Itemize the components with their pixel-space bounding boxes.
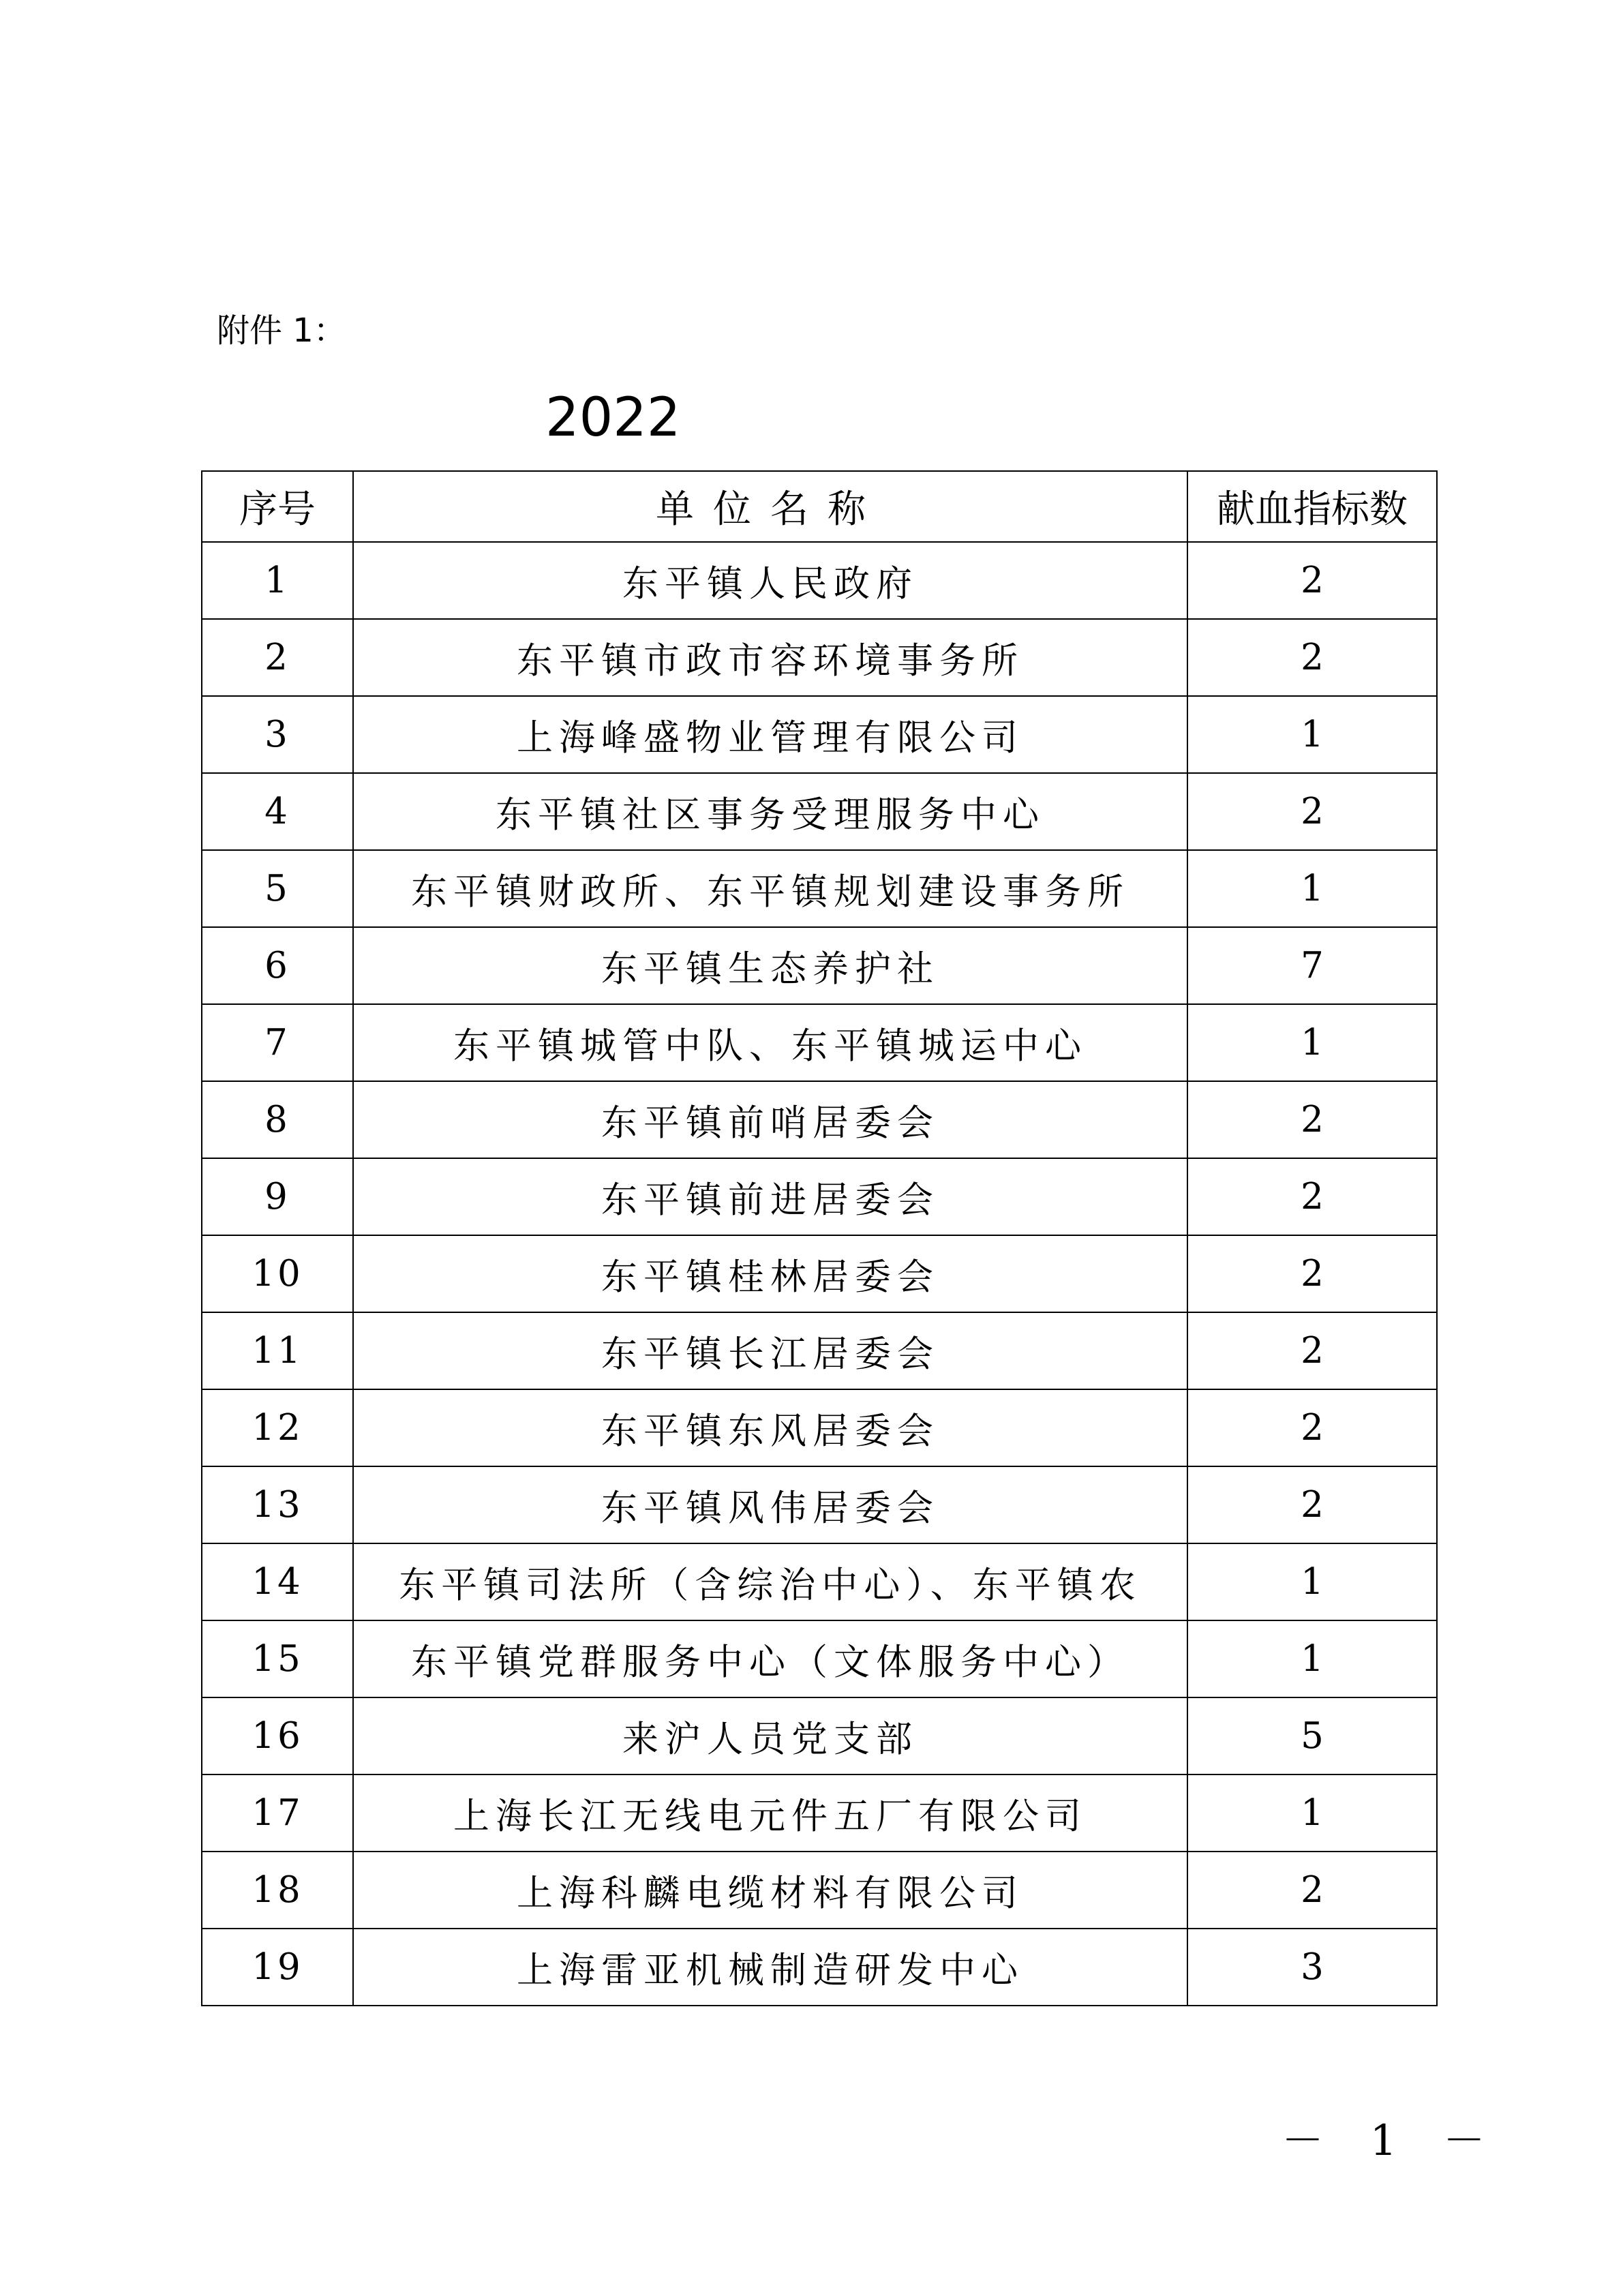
header-unit-name: 单位名称 bbox=[353, 471, 1187, 542]
document-title: 2022 bbox=[545, 387, 681, 449]
row-unit-name: 东平镇财政所、东平镇规划建设事务所 bbox=[353, 850, 1187, 927]
row-unit-name: 东平镇生态养护社 bbox=[353, 927, 1187, 1004]
row-quota: 5 bbox=[1187, 1697, 1437, 1774]
row-quota: 1 bbox=[1187, 1620, 1437, 1697]
table-row bbox=[202, 1081, 1437, 1158]
table-row bbox=[202, 1158, 1437, 1235]
table-row bbox=[202, 773, 1437, 850]
row-unit-name: 来沪人员党支部 bbox=[353, 1697, 1187, 1774]
table-row bbox=[202, 1620, 1437, 1697]
row-seq: 19 bbox=[202, 1929, 353, 2006]
table-row bbox=[202, 850, 1437, 927]
row-seq: 1 bbox=[202, 542, 353, 619]
row-unit-name: 东平镇东风居委会 bbox=[353, 1389, 1187, 1466]
row-seq: 12 bbox=[202, 1389, 353, 1466]
row-seq: 5 bbox=[202, 850, 353, 927]
row-quota: 3 bbox=[1187, 1929, 1437, 2006]
attachment-label: 附件 1： bbox=[217, 312, 346, 350]
row-quota: 1 bbox=[1187, 1774, 1437, 1852]
row-seq: 7 bbox=[202, 1004, 353, 1081]
blood-donation-quota-table bbox=[201, 470, 1438, 2006]
row-quota: 2 bbox=[1187, 619, 1437, 696]
row-seq: 3 bbox=[202, 696, 353, 773]
row-quota: 2 bbox=[1187, 1235, 1437, 1312]
row-unit-name: 东平镇司法所（含综治中心）、东平镇农 bbox=[353, 1543, 1187, 1620]
row-unit-name: 东平镇风伟居委会 bbox=[353, 1466, 1187, 1543]
row-quota: 2 bbox=[1187, 1312, 1437, 1389]
table-row bbox=[202, 1852, 1437, 1929]
table-row bbox=[202, 1774, 1437, 1852]
row-seq: 13 bbox=[202, 1466, 353, 1543]
row-unit-name: 东平镇前进居委会 bbox=[353, 1158, 1187, 1235]
row-seq: 4 bbox=[202, 773, 353, 850]
row-quota: 7 bbox=[1187, 927, 1437, 1004]
table-row bbox=[202, 1312, 1437, 1389]
table-row bbox=[202, 927, 1437, 1004]
page-number: － 1 － bbox=[1281, 2115, 1502, 2165]
table-row bbox=[202, 1389, 1437, 1466]
row-seq: 18 bbox=[202, 1852, 353, 1929]
row-seq: 2 bbox=[202, 619, 353, 696]
row-seq: 10 bbox=[202, 1235, 353, 1312]
row-quota: 2 bbox=[1187, 1389, 1437, 1466]
row-unit-name: 上海雷亚机械制造研发中心 bbox=[353, 1929, 1187, 2006]
table-row bbox=[202, 1543, 1437, 1620]
row-quota: 2 bbox=[1187, 1466, 1437, 1543]
row-unit-name: 东平镇党群服务中心（文体服务中心） bbox=[353, 1620, 1187, 1697]
row-unit-name: 上海科麟电缆材料有限公司 bbox=[353, 1852, 1187, 1929]
row-quota: 2 bbox=[1187, 773, 1437, 850]
row-quota: 2 bbox=[1187, 1852, 1437, 1929]
table-row bbox=[202, 1929, 1437, 2006]
row-seq: 6 bbox=[202, 927, 353, 1004]
row-unit-name: 东平镇人民政府 bbox=[353, 542, 1187, 619]
row-quota: 2 bbox=[1187, 1081, 1437, 1158]
table-row bbox=[202, 1697, 1437, 1774]
row-unit-name: 上海长江无线电元件五厂有限公司 bbox=[353, 1774, 1187, 1852]
row-unit-name: 东平镇社区事务受理服务中心 bbox=[353, 773, 1187, 850]
row-unit-name: 东平镇长江居委会 bbox=[353, 1312, 1187, 1389]
row-quota: 2 bbox=[1187, 1158, 1437, 1235]
row-seq: 9 bbox=[202, 1158, 353, 1235]
row-quota: 1 bbox=[1187, 1004, 1437, 1081]
table-row bbox=[202, 619, 1437, 696]
row-seq: 15 bbox=[202, 1620, 353, 1697]
row-quota: 1 bbox=[1187, 850, 1437, 927]
table-row bbox=[202, 542, 1437, 619]
table-header-row bbox=[202, 471, 1437, 542]
row-seq: 8 bbox=[202, 1081, 353, 1158]
row-unit-name: 东平镇前哨居委会 bbox=[353, 1081, 1187, 1158]
table-row bbox=[202, 1235, 1437, 1312]
row-quota: 1 bbox=[1187, 696, 1437, 773]
table-row bbox=[202, 696, 1437, 773]
row-seq: 17 bbox=[202, 1774, 353, 1852]
table-body bbox=[202, 542, 1437, 2006]
row-seq: 11 bbox=[202, 1312, 353, 1389]
table-row bbox=[202, 1004, 1437, 1081]
row-seq: 16 bbox=[202, 1697, 353, 1774]
row-unit-name: 东平镇桂林居委会 bbox=[353, 1235, 1187, 1312]
row-quota: 1 bbox=[1187, 1543, 1437, 1620]
row-unit-name: 上海峰盛物业管理有限公司 bbox=[353, 696, 1187, 773]
row-quota: 2 bbox=[1187, 542, 1437, 619]
header-seq: 序号 bbox=[202, 471, 353, 542]
row-unit-name: 东平镇市政市容环境事务所 bbox=[353, 619, 1187, 696]
header-quota: 献血指标数 bbox=[1187, 471, 1437, 542]
row-seq: 14 bbox=[202, 1543, 353, 1620]
row-unit-name: 东平镇城管中队、东平镇城运中心 bbox=[353, 1004, 1187, 1081]
table-row bbox=[202, 1466, 1437, 1543]
